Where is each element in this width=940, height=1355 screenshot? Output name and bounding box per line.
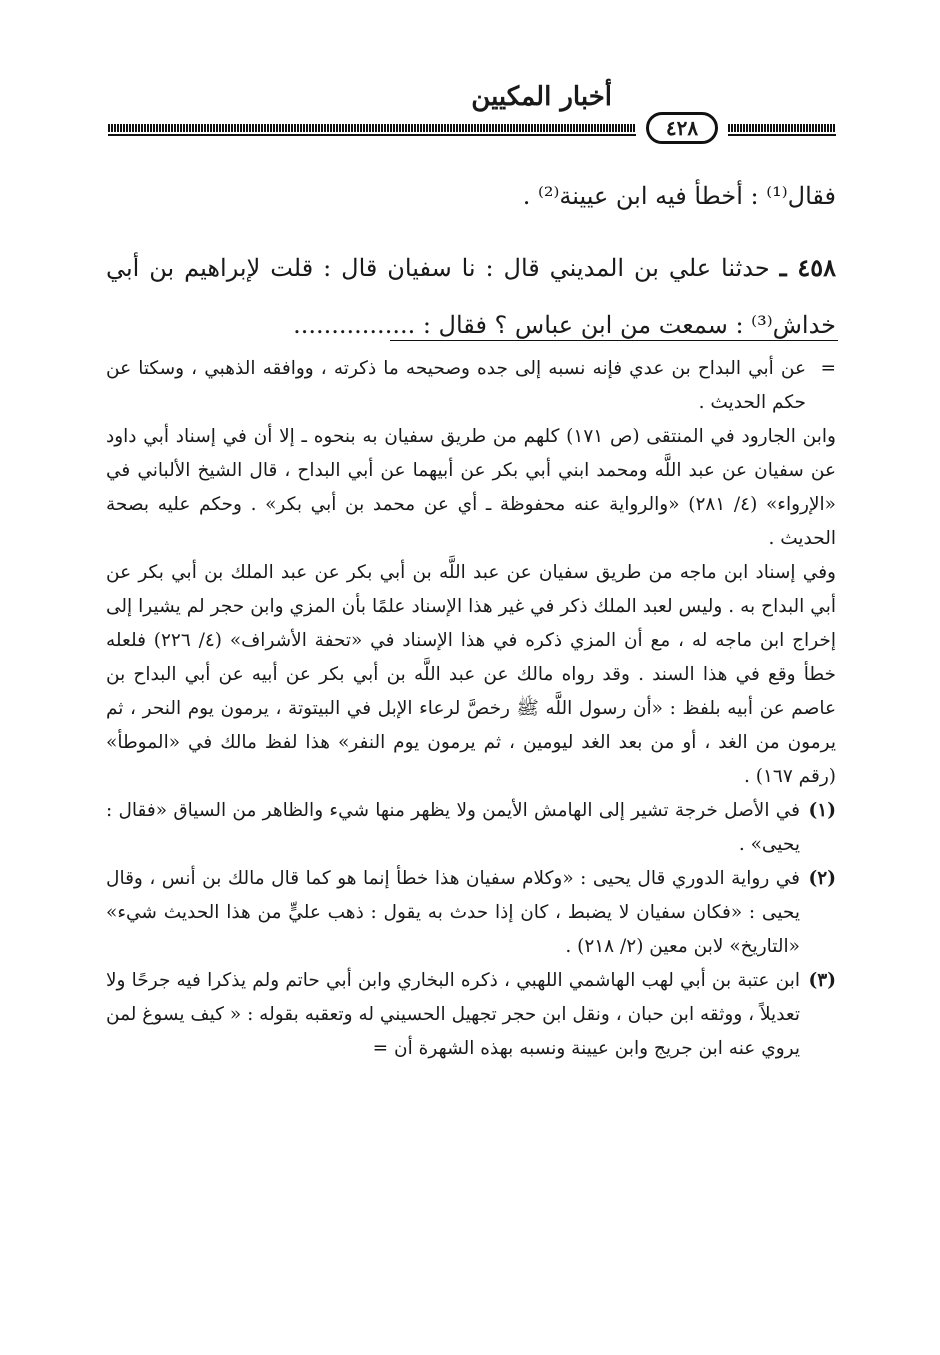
footnote-text: في الأصل خرجة تشير إلى الهامش الأيمن ولا يظهر منها شيء والظاهر من السياق «فقال : يحيى» .	[106, 800, 800, 855]
footnote-number: (٢)	[808, 868, 836, 889]
header-rule-right	[728, 124, 836, 132]
page-header	[100, 82, 840, 152]
hadith-paragraph	[106, 239, 836, 354]
header-rule	[108, 124, 636, 132]
book-title: أخبار المكيين	[471, 82, 612, 112]
footnote-paragraph-2: وابن الجارود في المنتقى (ص ١٧١) كلهم من طريق سفيان به بنحوه ـ إلا أن في إسناد أبي داود عن سفيان عن عبد اللَّه ومحمد ابني أبي بكر عن أبيهما عن أبي البداح ، قال الشيخ الألباني في «الإرواء» (٤/ ٢٨١) «والرواية عنه محفوظة ـ أي عن محمد بن أبي بكر» . وحكم عليه بصحة الحديث .	[106, 426, 836, 549]
page-number-badge: ٤٢٨	[646, 112, 718, 144]
footnote-2	[106, 862, 836, 964]
hadith-line-2: أبي خداش⁽³⁾ : سمعت من ابن عباس ؟ فقال : ................	[106, 254, 836, 339]
main-line-1: فقال⁽¹⁾ : أخطأ فيه ابن عيينة⁽²⁾ .	[522, 182, 836, 210]
hadith-line-1: حدثنا علي بن المديني قال : نا سفيان قال : قلت لإبراهيم بن	[149, 254, 770, 282]
main-text	[106, 168, 836, 354]
footnote-1	[106, 794, 836, 862]
footnote-number: (١)	[808, 800, 836, 821]
footnote-continuation: = عن أبي البداح بن عدي فإنه نسبه إلى جده وصحيحه ما ذكرته ، ووافقه الذهبي ، وسكتا عن حكم الحديث .	[106, 352, 836, 420]
footnote-separator	[390, 340, 838, 341]
footnote-number: (٣)	[808, 970, 836, 991]
footnote-text: في رواية الدوري قال يحيى : «وكلام سفيان هذا خطأ إنما هو كما قال مالك بن أنس ، وقال يحيى : «فكان سفيان لا يضبط ، كان إذا حدث به يقول : ذهب عليٍّ من هذا الحديث شيء» «التاريخ» لابن معين (٢/ ٢١٨) .	[106, 868, 800, 957]
footnote-text: ابن عتبة بن أبي لهب الهاشمي اللهبي ، ذكره البخاري وابن أبي حاتم ولم يذكرا فيه جرحًا ولا تعديلاً ، ووثقه ابن حبان ، ونقل ابن حجر تجهيل الحسيني له وتعقبه بقوله : « كيف يسوغ لمن يروي عنه ابن جريج وابن عيينة ونسبه بهذه الشهرة أن =	[106, 970, 800, 1059]
footnote-3	[106, 964, 836, 1066]
header-rule-right-thin	[728, 134, 836, 136]
continuation-marker: =	[820, 358, 836, 379]
footnote-paragraph-3: وفي إسناد ابن ماجه من طريق سفيان عن عبد اللَّه بن أبي بكر عن عبد الملك بن أبي بكر عن أبي البداح به . وليس لعبد الملك ذكر في غير هذا الإسناد علمًا بأن المزي وابن حجر لم يشيرا إلى إخراج ابن ماجه له ، مع أن المزي ذكره في هذا الإسناد في «تحفة الأشراف» (٤/ ٢٢٦) فلعله خطأ وقع في هذا السند . وقد رواه مالك عن عبد اللَّه بن أبي بكر عن أبيه عن أبي البداح بن عاصم عن أبيه بلفظ : «أن رسول اللَّه ﷺ رخصَّ لرعاء الإبل في البيتوتة ، يرمون يوم النحر ، ثم يرمون من الغد ، أو من بعد الغد ليومين ، ثم يرمون يوم النفر» هذا لفظ مالك في «الموطأ» (رقم ١٦٧) .	[106, 562, 836, 787]
header-rule-thin	[108, 134, 636, 136]
footnotes	[106, 352, 836, 1066]
hadith-number: ٤٥٨ ـ	[779, 253, 836, 282]
